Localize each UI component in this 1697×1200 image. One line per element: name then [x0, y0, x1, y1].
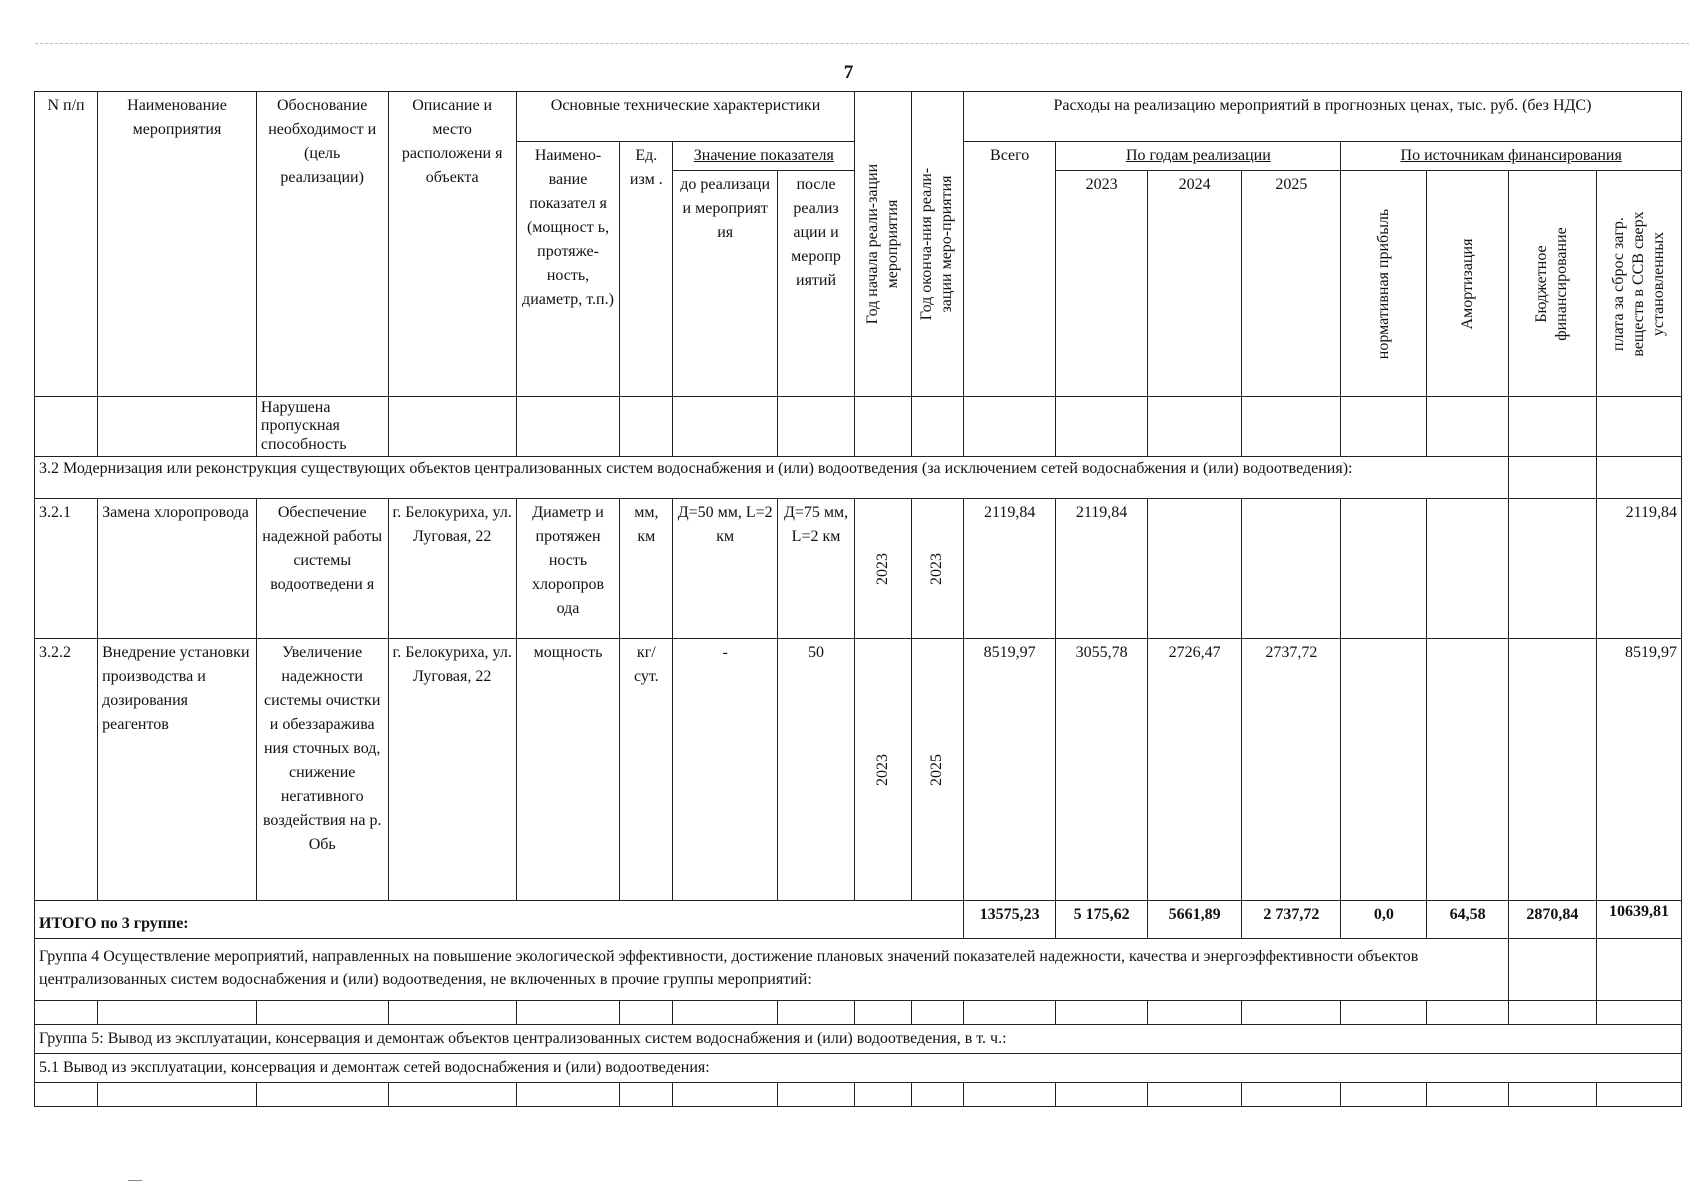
row-3-2-2-year-start	[855, 639, 912, 901]
row-3-2-1-before: Д=50 мм, L=2 км	[673, 499, 777, 639]
header-tech-name: Наимено-вание показател я (мощност ь, протяже-ность, диаметр, т.п.)	[516, 142, 619, 397]
header-src-fee-text: плата за сброс загр. веществ в ССВ сверх установленных	[1609, 210, 1667, 357]
row-3-2-1-unit: мм, км	[620, 499, 673, 639]
row-3-2-1-y2023: 2119,84	[1056, 499, 1147, 639]
header-year-end	[911, 92, 963, 397]
header-year-2025: 2025	[1242, 171, 1341, 397]
header-src-budget	[1508, 171, 1596, 397]
row-3-2-2-y2024: 2726,47	[1147, 639, 1242, 901]
group-4-heading: Группа 4 Осуществление мероприятий, направленных на повышение экологической эффективности, достижение плановых значений показателей надежности, качества и энергоэффективности объектов централизованных систем водоснабжения и (или) водоотведения, не включенных в прочие группы мероприятий:	[35, 939, 1509, 1001]
row-3-2-1-year-end-text: 2023	[928, 552, 946, 585]
row-3-2-1-tech-name: Диаметр и протяжен ность хлоропров ода	[516, 499, 619, 639]
group-5-heading: Группа 5: Вывод из эксплуатации, консервация и демонтаж объектов централизованных систем водоснабжения и (или) водоотведения, в т. ч.:	[35, 1025, 1682, 1054]
top-rule	[35, 43, 1689, 44]
row-3-2-1-year-end	[911, 499, 963, 639]
row-3-2-1-year-start	[855, 499, 912, 639]
row-3-2-1-amort	[1427, 499, 1509, 639]
row-3-2-2-amort	[1427, 639, 1509, 901]
header-tech-unit: Ед. изм .	[620, 142, 673, 397]
header-indicator-group: Значение показателя	[673, 142, 855, 171]
row-3-2-2-name: Внедрение установки производства и дозирования реагентов	[98, 639, 257, 901]
header-by-sources: По источникам финансирования	[1341, 142, 1682, 171]
header-description: Описание и место расположени я объекта	[388, 92, 516, 397]
header-src-profit	[1341, 171, 1427, 397]
row-3-2-1-y2025	[1242, 499, 1341, 639]
total-row-profit: 0,0	[1341, 901, 1427, 939]
header-year-end-text: Год оконча-ния реали-зации меро-приятия	[918, 167, 956, 321]
row-3-2-2-year-end	[911, 639, 963, 901]
total-row-y2023: 5 175,62	[1056, 901, 1147, 939]
row-3-2-1-y2024	[1147, 499, 1242, 639]
row-3-2-1-profit	[1341, 499, 1427, 639]
header-total: Всего	[963, 142, 1055, 397]
header-src-fee	[1596, 171, 1681, 397]
row-3-2-2-y2023: 3055,78	[1056, 639, 1147, 901]
row-3-2-1-budget	[1508, 499, 1596, 639]
header-src-amort-text: Амортизация	[1458, 238, 1476, 329]
row-3-2-2-profit	[1341, 639, 1427, 901]
scan-mark	[128, 1180, 142, 1181]
total-row-total: 13575,23	[963, 901, 1055, 939]
row-3-2-1-after: Д=75 мм, L=2 км	[777, 499, 854, 639]
row-3-2-2-year-end-text: 2025	[928, 753, 946, 786]
total-row-label: ИТОГО по 3 группе:	[35, 901, 964, 939]
header-by-years: По годам реализации	[1056, 142, 1341, 171]
header-justification: Обоснование необходимост и (цель реализации)	[256, 92, 388, 397]
row-3-2-2-justification: Увеличение надежности системы очистки и обеззаражива ния сточных вод, снижение негативного воздействия на р. Обь	[256, 639, 388, 901]
header-costs-group: Расходы на реализацию мероприятий в прогнозных ценах, тыс. руб. (без НДС)	[963, 92, 1681, 142]
total-row-y2025: 2 737,72	[1242, 901, 1341, 939]
row-3-2-2-y2025: 2737,72	[1242, 639, 1341, 901]
row-3-2-1-name: Замена хлоропровода	[98, 499, 257, 639]
header-src-profit-text: нормативная прибыль	[1374, 208, 1392, 359]
row-3-2-2-after: 50	[777, 639, 854, 901]
total-row-y2024: 5661,89	[1147, 901, 1242, 939]
total-row-budget: 2870,84	[1508, 901, 1596, 939]
page-number: 7	[843, 62, 854, 83]
row-3-2-2-before: -	[673, 639, 777, 901]
row-3-2-1-total: 2119,84	[963, 499, 1055, 639]
row-3-2-2-tech-name: мощность	[516, 639, 619, 901]
section-3-2-heading: 3.2 Модернизация или реконструкция существующих объектов централизованных систем водоснабжения и (или) водоотведения (за исключением сетей водоснабжения и (или) водоотведения):	[35, 457, 1509, 499]
section-5-1-heading: 5.1 Вывод из эксплуатации, консервация и демонтаж сетей водоснабжения и (или) водоотведения:	[35, 1054, 1682, 1083]
header-year-start-text: Год начала реали-зации мероприятия	[863, 163, 901, 325]
row-3-2-2-total: 8519,97	[963, 639, 1055, 901]
row-3-2-2-year-start-text: 2023	[873, 753, 891, 786]
row-3-2-1-year-start-text: 2023	[873, 552, 891, 585]
header-indicator-before: до реализаци и мероприят ия	[673, 171, 777, 397]
row-3-2-2-num: 3.2.2	[35, 639, 98, 901]
pre-row-justification: Нарушена пропускная способность	[256, 397, 388, 457]
row-3-2-1-num: 3.2.1	[35, 499, 98, 639]
header-src-budget-text: Бюджетное финансирование	[1533, 226, 1571, 341]
header-year-start	[855, 92, 912, 397]
header-year-2023: 2023	[1056, 171, 1147, 397]
row-3-2-2-description: г. Белокуриха, ул. Луговая, 22	[388, 639, 516, 901]
header-indicator-after: после реализ ации и меропр иятий	[777, 171, 854, 397]
total-row-amort: 64,58	[1427, 901, 1509, 939]
header-name: Наименование мероприятия	[98, 92, 257, 397]
row-3-2-1-description: г. Белокуриха, ул. Луговая, 22	[388, 499, 516, 639]
header-tech-group: Основные технические характеристики	[516, 92, 854, 142]
row-3-2-2-fee: 8519,97	[1596, 639, 1681, 901]
row-3-2-2-unit: кг/ сут.	[620, 639, 673, 901]
header-num: N п/п	[35, 92, 98, 397]
header-src-amort	[1427, 171, 1509, 397]
investment-program-table	[34, 91, 1682, 1107]
header-year-2024: 2024	[1147, 171, 1242, 397]
row-3-2-1-justification: Обеспечение надежной работы системы водоотведени я	[256, 499, 388, 639]
row-3-2-2-budget	[1508, 639, 1596, 901]
row-3-2-1-fee: 2119,84	[1596, 499, 1681, 639]
total-row-fee: 10639,81	[1596, 901, 1681, 939]
